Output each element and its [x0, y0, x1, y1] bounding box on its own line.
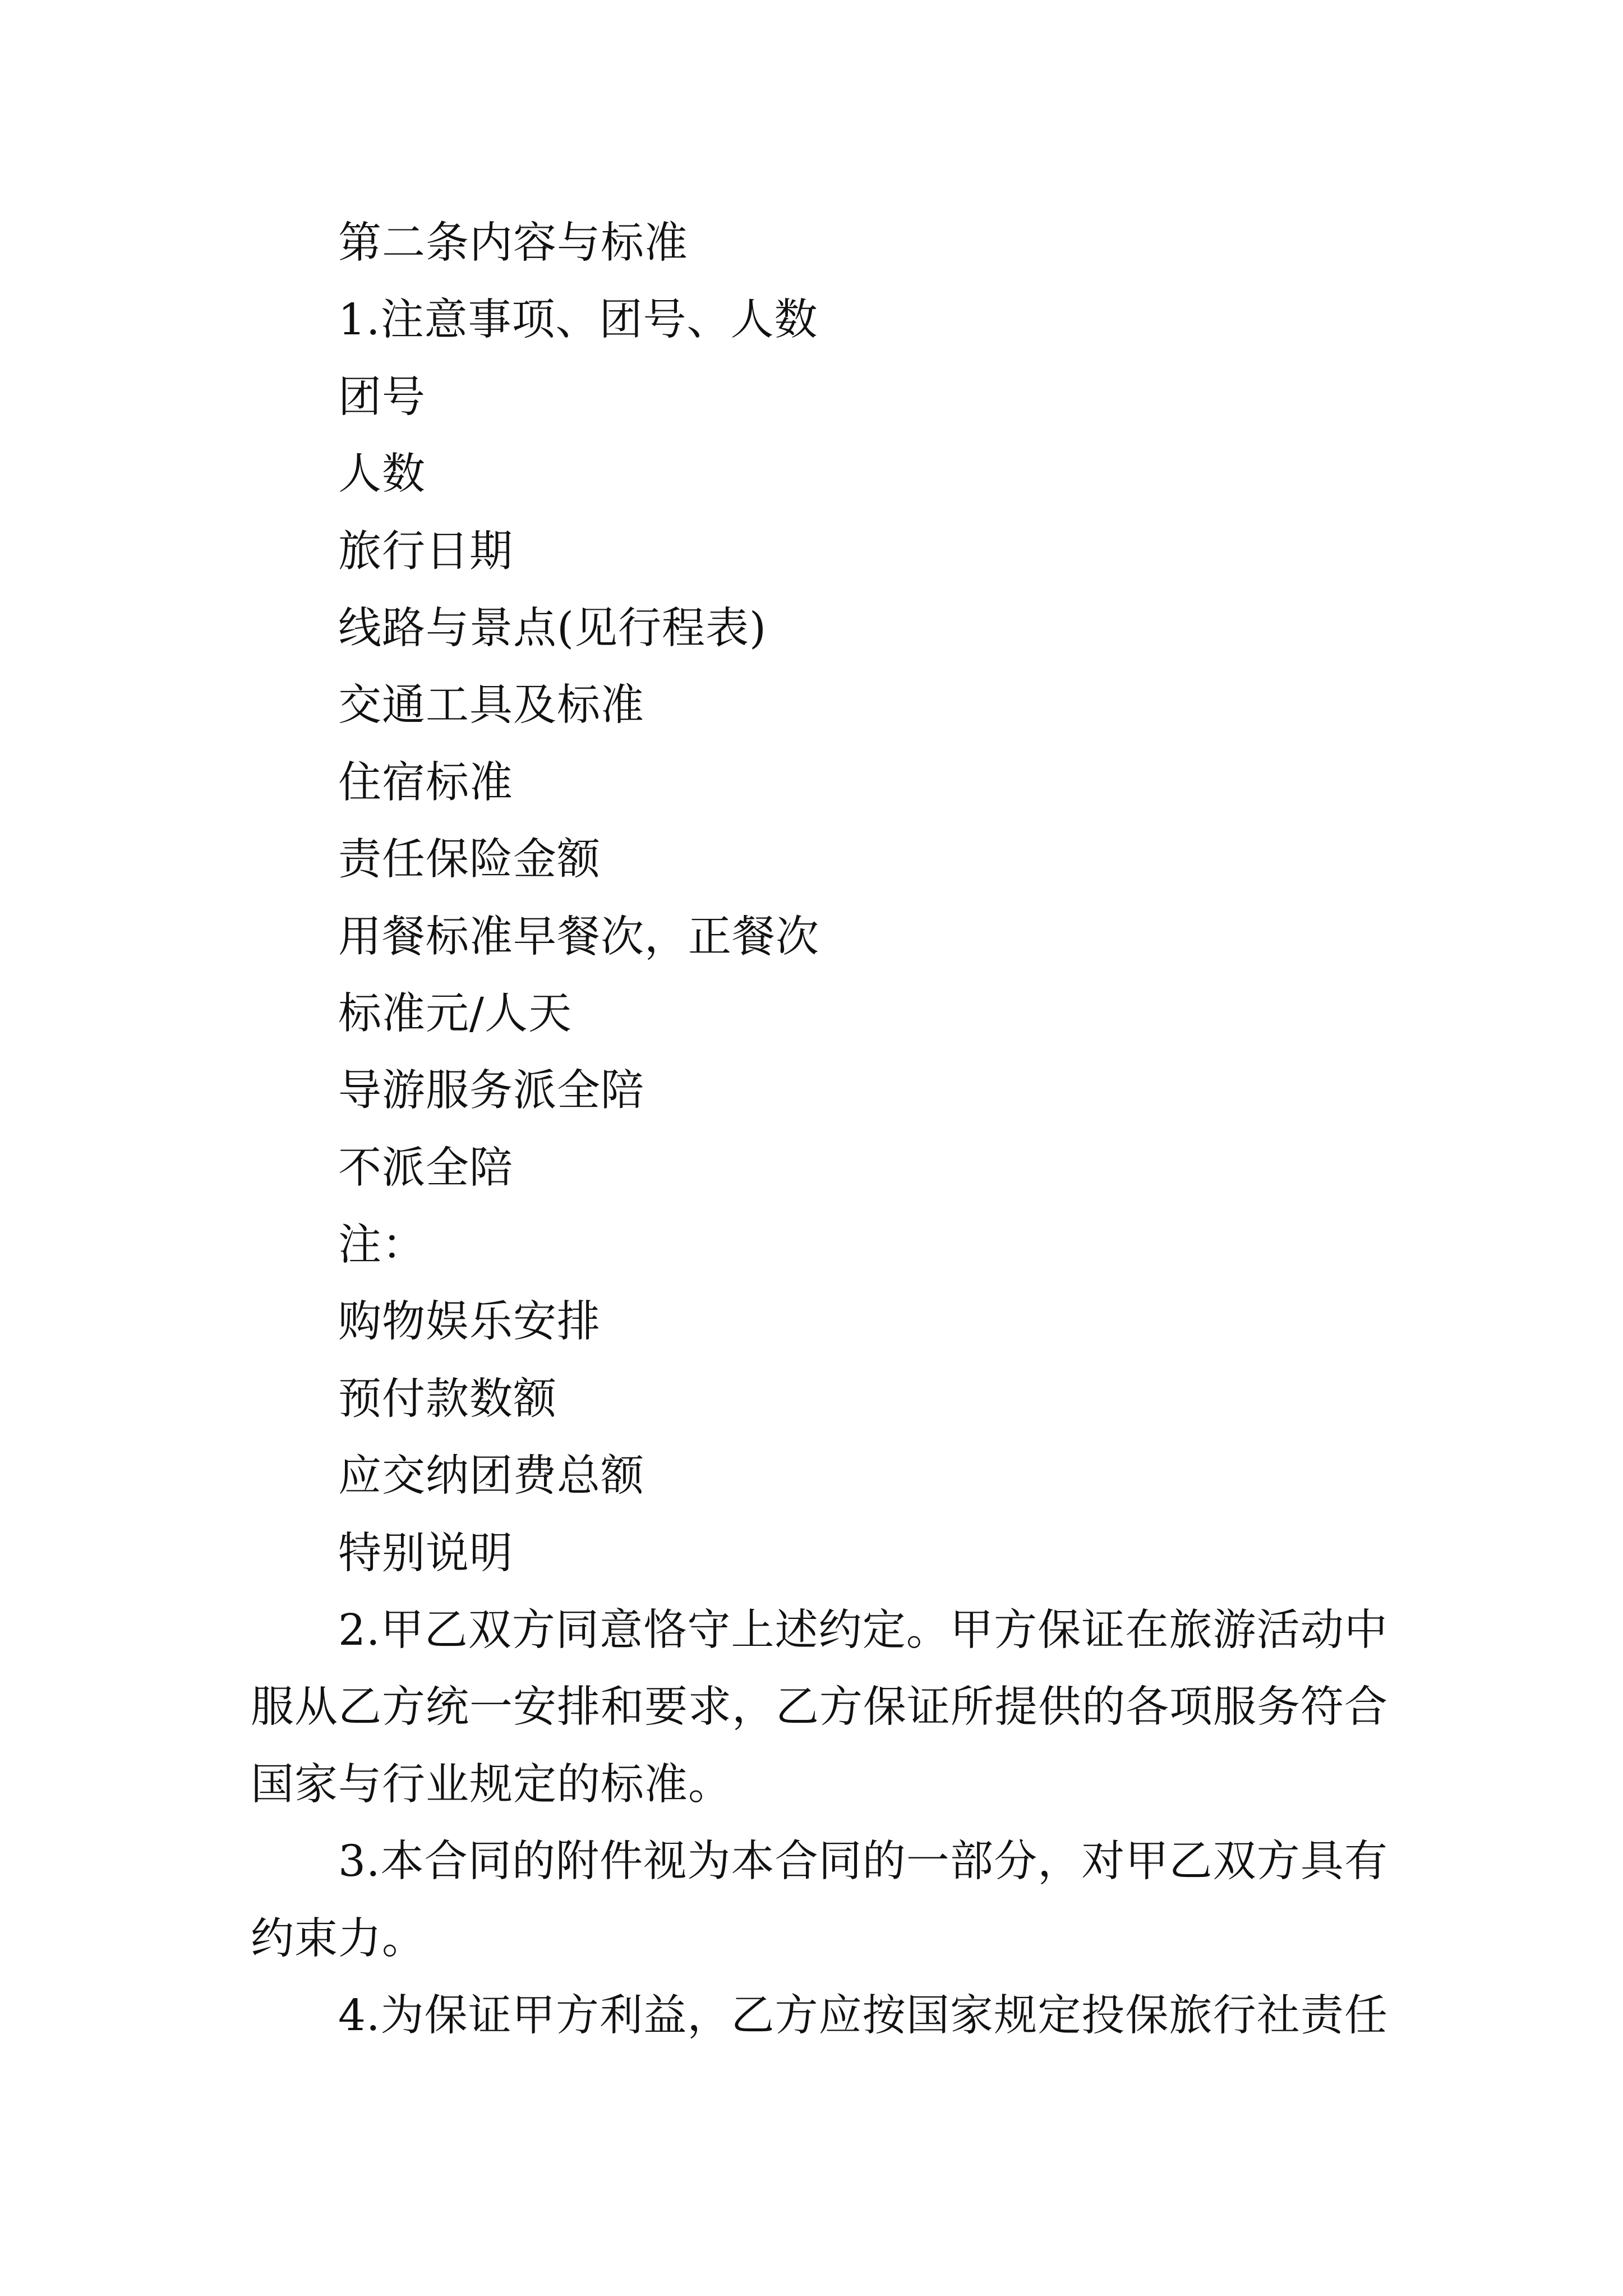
clause-2-paragraph [251, 1592, 1623, 1823]
text-line: 住宿标准 [338, 757, 513, 808]
field-headcount-label [251, 436, 1623, 513]
text-line: 4.为保证甲方利益，乙方应按国家规定投保旅行社责任 [338, 1990, 1388, 2041]
text-line: 线路与景点(见行程表) [338, 603, 767, 654]
field-travel-dates-label [251, 513, 1623, 590]
field-special-notes-label [251, 1515, 1623, 1592]
field-tour-number-label [251, 359, 1623, 436]
field-deposit-label [251, 1361, 1623, 1438]
field-accommodation-label [251, 744, 1623, 821]
clause-3-paragraph [251, 1823, 1623, 1977]
text-line: 1.注意事项、团号、人数 [338, 295, 818, 346]
text-line: 第二条内容与标准 [338, 218, 688, 268]
text-line: 责任保险金额 [338, 835, 601, 885]
text-line: 用餐标准早餐次，正餐次 [338, 912, 819, 962]
text-line: 标准元/人天 [338, 988, 572, 1039]
field-shopping-label [251, 1283, 1623, 1360]
text-line: 服从乙方统一安排和要求，乙方保证所提供的各项服务符合 [251, 1682, 1388, 1733]
text-line: 导游服务派全陪 [338, 1066, 644, 1116]
field-no-guide-label [251, 1130, 1623, 1207]
text-line: 团号 [338, 372, 426, 422]
field-total-fee-label [251, 1438, 1623, 1515]
text-line: 不派全陪 [338, 1143, 513, 1193]
text-line: 国家与行业规定的标准。 [251, 1759, 732, 1810]
text-line: 3.本合同的附件视为本合同的一部分，对甲乙双方具有 [338, 1837, 1388, 1887]
field-route-label [251, 590, 1623, 667]
note-label [251, 1207, 1623, 1283]
text-line: 旅行日期 [338, 526, 513, 577]
clause-1-title [251, 282, 1623, 358]
field-meal-rate-label [251, 976, 1623, 1052]
field-transport-label [251, 667, 1623, 744]
field-meals-label [251, 899, 1623, 976]
text-line: 预付款数额 [338, 1374, 557, 1424]
text-line: 特别说明 [338, 1528, 513, 1579]
field-insurance-label [251, 821, 1623, 898]
field-guide-service-label [251, 1052, 1623, 1129]
text-line: 注： [338, 1220, 426, 1271]
clause-4-paragraph [251, 1977, 1623, 2054]
article-heading [251, 205, 1623, 282]
text-line: 人数 [338, 449, 426, 500]
text-line: 2.甲乙双方同意恪守上述约定。甲方保证在旅游活动中 [338, 1605, 1388, 1656]
text-line: 应交纳团费总额 [338, 1451, 644, 1502]
text-line: 购物娱乐安排 [338, 1297, 601, 1347]
text-line: 交通工具及标准 [338, 680, 644, 731]
text-line: 约束力。 [251, 1913, 426, 1964]
